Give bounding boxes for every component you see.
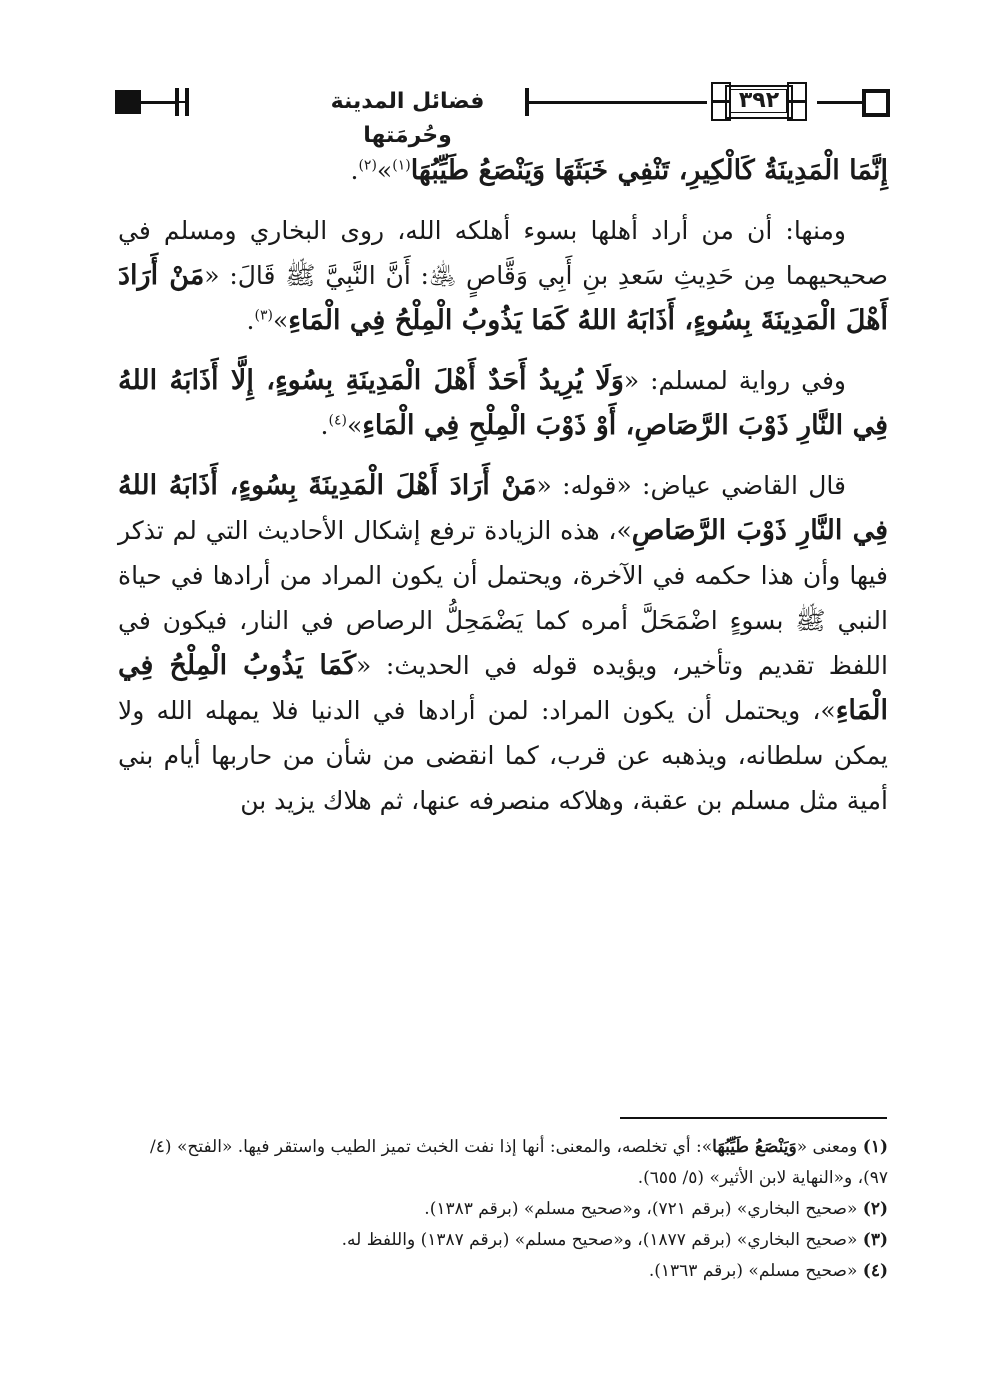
footnote-text: »: أي تخلصه، والمعنى: أنها إذا نفت الخبث تميز الطيب واستقر فيها. «الفتح» (٤/ ٩٧)، و«النهاية لابن الأثير» (٥/ ٦٥٥).: [150, 1137, 888, 1188]
paragraph-3: [118, 358, 888, 448]
main-text: [118, 148, 888, 838]
hadith-quote: وَلَا يُرِيدُ أَحَدٌ أَهْلَ الْمَدِينَةِ بِسُوءٍ، إِلَّا أَذَابَهُ اللهُ فِي النَّارِ ذَوْبَ الرَّصَاصِ، أَوْ ذَوْبَ الْمِلْحِ فِي الْمَاءِ: [118, 365, 888, 441]
footnote-number: (٢): [862, 1199, 888, 1219]
page-header: [115, 82, 890, 148]
quote-mark: »: [346, 411, 363, 440]
hadith-quote: إِنَّمَا الْمَدِينَةُ كَالْكِيرِ، تَنْفِي خَبَثَهَا وَيَنْصَعُ طَيِّبُهَا: [410, 155, 888, 186]
page-number-frame: [703, 82, 813, 120]
paragraph-text: قال القاضي عياض: «قوله: «: [536, 471, 846, 500]
hadith-quote: مَنْ أَرَادَ أَهْلَ الْمَدِينَةَ بِسُوءٍ، أَذَابَهُ اللهُ كَمَا يَذُوبُ الْمِلْحُ فِي الْمَاءِ: [118, 260, 888, 336]
paragraph-text: وفي رواية لمسلم: «: [623, 366, 847, 395]
punctuation: .: [246, 306, 255, 335]
hadith-quote: كَمَا يَذُوبُ الْمِلْحُ فِي الْمَاءِ: [118, 650, 888, 726]
footnote-number: (٤): [862, 1261, 888, 1281]
footnote-3: [120, 1225, 888, 1256]
footnote-number: (٣): [862, 1230, 888, 1250]
footnote-4: [120, 1256, 888, 1287]
paragraph-1: [118, 148, 888, 193]
header-ornament-square-left: [115, 90, 141, 114]
footnote-ref: (١): [392, 157, 411, 174]
footnote-text: «صحيح البخاري» (برقم ١٨٧٧)، و«صحيح مسلم» (برقم ١٣٨٧) واللفظ له.: [341, 1230, 858, 1250]
hadith-quote: مَنْ أَرَادَ أَهْلَ الْمَدِينَةَ بِسُوءٍ، أَذَابَهُ اللهُ فِي النَّارِ ذَوْبَ الرَّصَاصِ: [118, 470, 888, 546]
header-ornament-square-right: [862, 89, 890, 117]
paragraph-text: »، ويحتمل أن يكون المراد: لمن أرادها في الدنيا فلا يمهله الله ولا يمكن سلطانه، ويذهبه عن قرب، كما انقضى من شأن من حاربها أيام بني أمية مثل مسلم بن عقبة، وهلاكه منصرفه عنها، ثم هلاك يزيد بن: [118, 696, 888, 815]
page-number: ٣٩٢: [738, 88, 780, 113]
quote-mark: »: [376, 156, 393, 185]
footnote-ref: (٣): [254, 307, 273, 324]
footnote-number: (١): [862, 1137, 888, 1157]
paragraph-4: [118, 463, 888, 823]
footnote-ref: (٤): [328, 412, 347, 429]
footnote-quote: وَيَنْصَعُ طَيِّبُهَا: [712, 1137, 797, 1157]
quote-mark: »: [272, 306, 289, 335]
footnote-text: ومعنى «: [796, 1137, 858, 1157]
footnote-1: [120, 1132, 888, 1194]
footnote-ref: (٢): [358, 157, 377, 174]
footnote-2: [120, 1194, 888, 1225]
header-rule: [141, 101, 175, 104]
header-ornament-bar: [185, 88, 189, 116]
header-rule: [817, 101, 862, 104]
footnote-text: «صحيح البخاري» (برقم ٧٢١)، و«صحيح مسلم» (برقم ١٣٨٣).: [424, 1199, 858, 1219]
footnotes: [120, 1132, 888, 1287]
paragraph-text: »، هذه الزيادة ترفع إشكال الأحاديث التي لم تذكر فيها وأن هذا حكمه في الآخرة، ويحتمل أن يكون المراد من أرادها في حياة النبي ﷺ بسوءٍ اضْمَحَلَّ أمره كما يَضْمَحِلُّ الرصاص في النار، فيكون في اللفظ تقديم وتأخير، ويؤيده قوله في الحديث: «: [118, 516, 888, 680]
footnote-text: «صحيح مسلم» (برقم ١٣٦٣).: [648, 1261, 858, 1281]
paragraph-2: [118, 208, 888, 343]
running-title: فضائل المدينة وحُرمَتها: [330, 89, 485, 148]
paragraph-text: ومنها: أن من أراد أهلها بسوء أهلكه الله، روى البخاري ومسلم في صحيحيهما مِن حَدِيثِ سَعدِ بنِ أَبِي وَقَّاصٍ ﵁: أَنَّ النَّبِيَّ ﷺ قَالَ: «: [118, 216, 888, 290]
footnote-separator: [620, 1117, 887, 1119]
header-rule: [529, 101, 707, 104]
punctuation: .: [320, 411, 329, 440]
punctuation: .: [350, 156, 359, 185]
